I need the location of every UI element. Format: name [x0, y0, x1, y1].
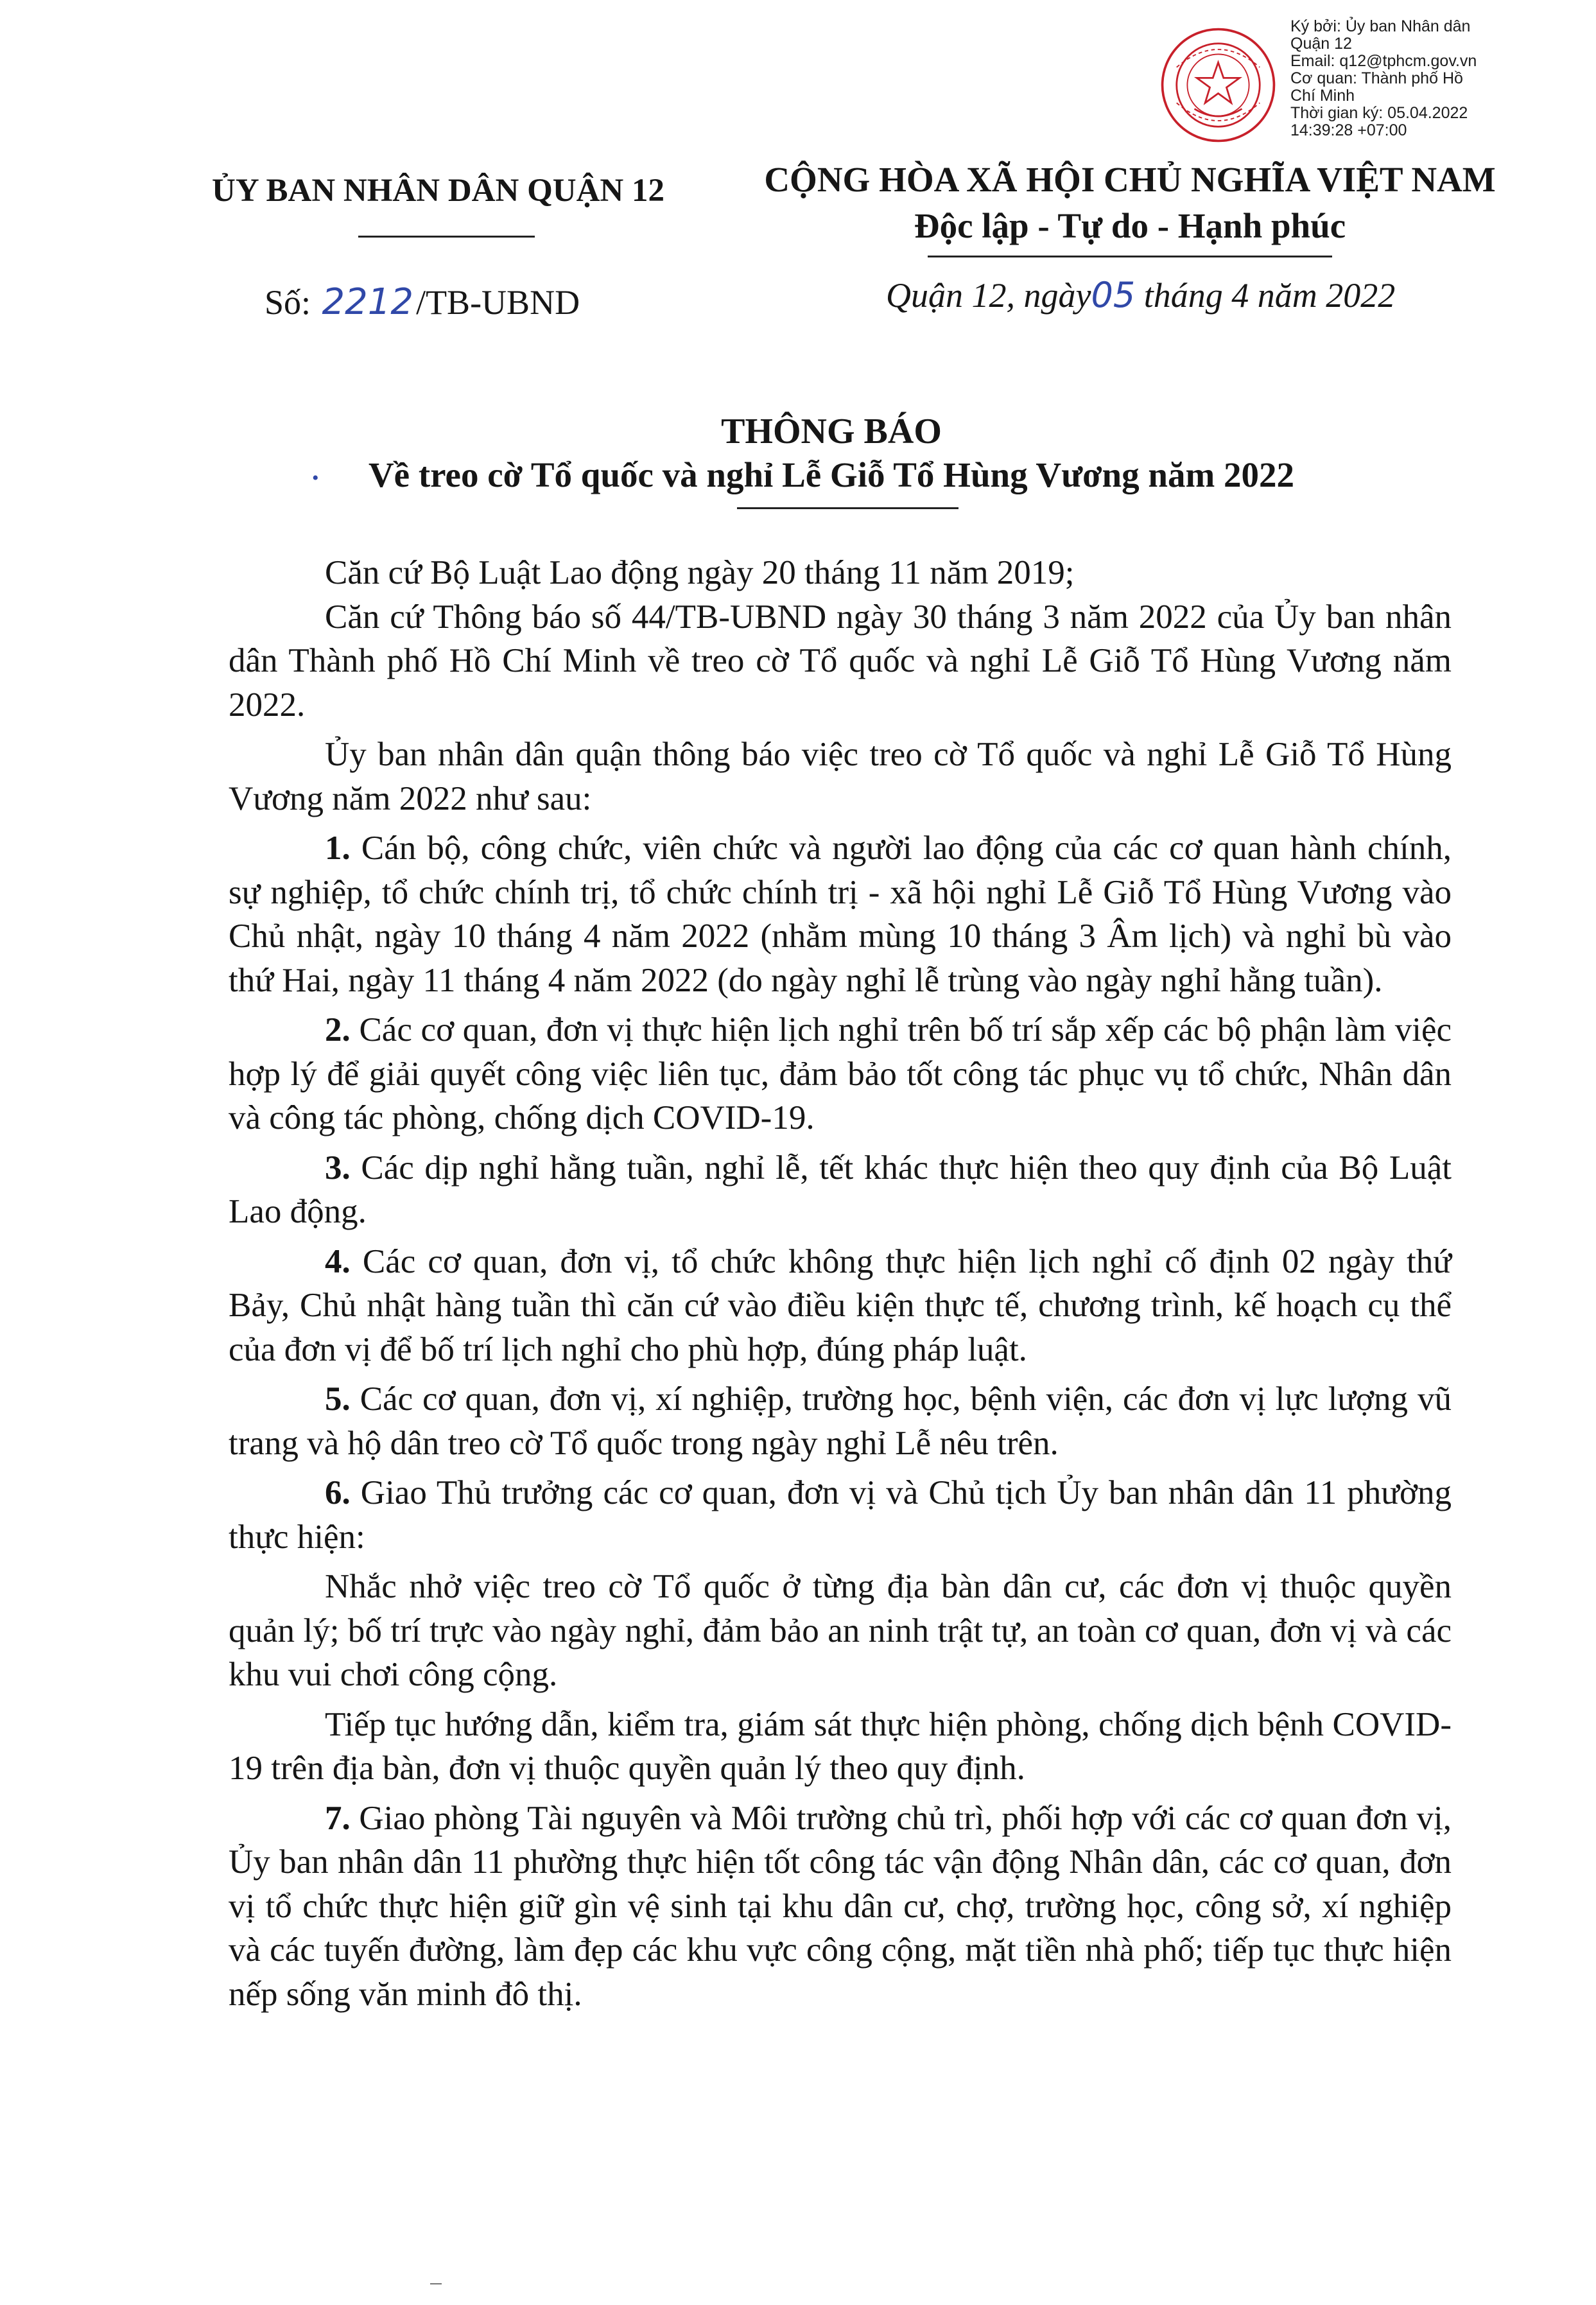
list-item: [229, 1008, 1452, 1140]
item-text: Các cơ quan, đơn vị, xí nghiệp, trường học, bệnh viện, các đơn vị lực lượng vũ trang và hộ dân treo cờ Tổ quốc trong ngày nghỉ Lễ nêu trên.: [229, 1380, 1452, 1462]
legal-basis-2: Căn cứ Thông báo số 44/TB-UBND ngày 30 tháng 3 năm 2022 của Ủy ban nhân dân Thành phố Hồ Chí Minh về treo cờ Tổ quốc và nghỉ Lễ Giỗ Tổ Hùng Vương năm 2022.: [229, 598, 1452, 724]
signature-line: Ký bởi: Ủy ban Nhân dân: [1290, 17, 1471, 35]
sub-paragraph: Nhắc nhở việc treo cờ Tổ quốc ở từng địa bàn dân cư, các đơn vị thuộc quyền quản lý; bố trí trực vào ngày nghỉ, đảm bảo an ninh trật tự, an toàn cơ quan, đơn vị và các khu vui chơi công cộng.: [229, 1568, 1452, 1693]
list-item: [229, 1796, 1452, 2017]
intro-paragraph: Ủy ban nhân dân quận thông báo việc treo cờ Tổ quốc và nghỉ Lễ Giỗ Tổ Hùng Vương năm 2022 như sau:: [229, 736, 1452, 817]
item-text: Giao Thủ trưởng các cơ quan, đơn vị và Chủ tịch Ủy ban nhân dân 11 phường thực hiện:: [229, 1474, 1452, 1556]
national-emblem-seal-icon: [1159, 26, 1278, 144]
item-number: 3.: [325, 1149, 351, 1187]
issue-date: [886, 275, 1395, 315]
date-prefix: Quận 12, ngày: [886, 276, 1091, 315]
list-item: [229, 1240, 1452, 1372]
page-footer-mark: [430, 2283, 442, 2284]
document-subject: Về treo cờ Tổ quốc và nghỉ Lễ Giỗ Tổ Hùng Vương năm 2022: [368, 455, 1295, 494]
document-body: [229, 551, 1452, 2016]
sub-paragraph: Tiếp tục hướng dẫn, kiểm tra, giám sát thực hiện phòng, chống dịch bệnh COVID-19 trên địa bàn, đơn vị thuộc quyền quản lý theo quy định.: [229, 1705, 1452, 1787]
signature-line: Thời gian ký: 05.04.2022: [1290, 104, 1468, 122]
number-suffix: /TB-UBND: [416, 283, 580, 322]
motto-underline: [928, 256, 1332, 257]
item-number: 5.: [325, 1380, 351, 1418]
agency-underline: [358, 236, 535, 238]
signature-line: Quận 12: [1290, 35, 1352, 53]
issuing-agency: ỦY BAN NHÂN DÂN QUẬN 12: [211, 173, 664, 209]
date-day-handwritten: 05: [1091, 275, 1136, 315]
signature-line: 14:39:28 +07:00: [1290, 121, 1407, 139]
item-text: Giao phòng Tài nguyên và Môi trường chủ trì, phối hợp với các cơ quan đơn vị, Ủy ban nhân dân 11 phường thực hiện tốt công tác vận động Nhân dân, các cơ quan, đơn vị tổ chức thực hiện giữ gìn vệ sinh tại khu dân cư, chợ, trường học, công sở, xí nghiệp và các tuyến đường, làm đẹp các khu vực công cộng, mặt tiền nhà phố; tiếp tục thực hiện nếp sống văn minh đô thị.: [229, 1799, 1452, 2013]
item-number: 4.: [325, 1242, 351, 1280]
item-text: Các cơ quan, đơn vị thực hiện lịch nghỉ trên bố trí sắp xếp các bộ phận làm việc hợp lý để giải quyết công việc liên tục, đảm bảo tốt công tác phục vụ tổ chức, Nhân dân và công tác phòng, chống dịch COVID-19.: [229, 1011, 1452, 1136]
item-number: 6.: [325, 1474, 351, 1511]
subject-underline: [737, 507, 958, 509]
item-number: 2.: [325, 1011, 351, 1048]
item-text: Các dịp nghỉ hằng tuần, nghỉ lễ, tết khác thực hiện theo quy định của Bộ Luật Lao động.: [229, 1149, 1452, 1230]
legal-basis-1: Căn cứ Bộ Luật Lao động ngày 20 tháng 11 năm 2019;: [325, 554, 1075, 591]
list-item: [229, 1377, 1452, 1465]
list-item: [229, 826, 1452, 1002]
item-text: Các cơ quan, đơn vị, tổ chức không thực hiện lịch nghỉ cố định 02 ngày thứ Bảy, Chủ nhật hàng tuần thì căn cứ vào điều kiện thực tế, chương trình, kế hoạch cụ thể của đơn vị để bố trí lịch nghỉ cho phù hợp, đúng pháp luật.: [229, 1242, 1452, 1368]
item-number: 7.: [325, 1799, 351, 1837]
date-suffix: tháng 4 năm 2022: [1143, 276, 1396, 315]
digital-signature-info: [1290, 18, 1586, 139]
number-handwritten: 2212: [322, 281, 414, 323]
document-type: THÔNG BÁO: [721, 412, 942, 451]
list-item: [229, 1146, 1452, 1234]
item-text: Cán bộ, công chức, viên chức và người lao động của các cơ quan hành chính, sự nghiệp, tổ chức chính trị, tổ chức chính trị - xã hội nghỉ Lễ Giỗ Tổ Hùng Vương vào Chủ nhật, ngày 10 tháng 4 năm 2022 (nhằm mùng 10 tháng 3 Âm lịch) và nghỉ bù vào thứ Hai, ngày 11 tháng 4 năm 2022 (do ngày nghỉ lễ trùng vào ngày nghỉ hằng tuần).: [229, 830, 1452, 999]
signature-line: Cơ quan: Thành phố Hồ: [1290, 69, 1463, 87]
bullet-mark-icon: •: [312, 467, 319, 489]
list-item: [229, 1471, 1452, 1559]
item-number: 1.: [325, 830, 351, 867]
national-motto: Độc lập - Tự do - Hạnh phúc: [914, 206, 1346, 245]
signature-line: Chí Minh: [1290, 87, 1355, 105]
national-title: CỘNG HÒA XÃ HỘI CHỦ NGHĨA VIỆT NAM: [764, 160, 1496, 199]
number-prefix: Số:: [265, 283, 311, 322]
document-number: [265, 281, 580, 323]
signature-line: Email: q12@tphcm.gov.vn: [1290, 52, 1477, 70]
